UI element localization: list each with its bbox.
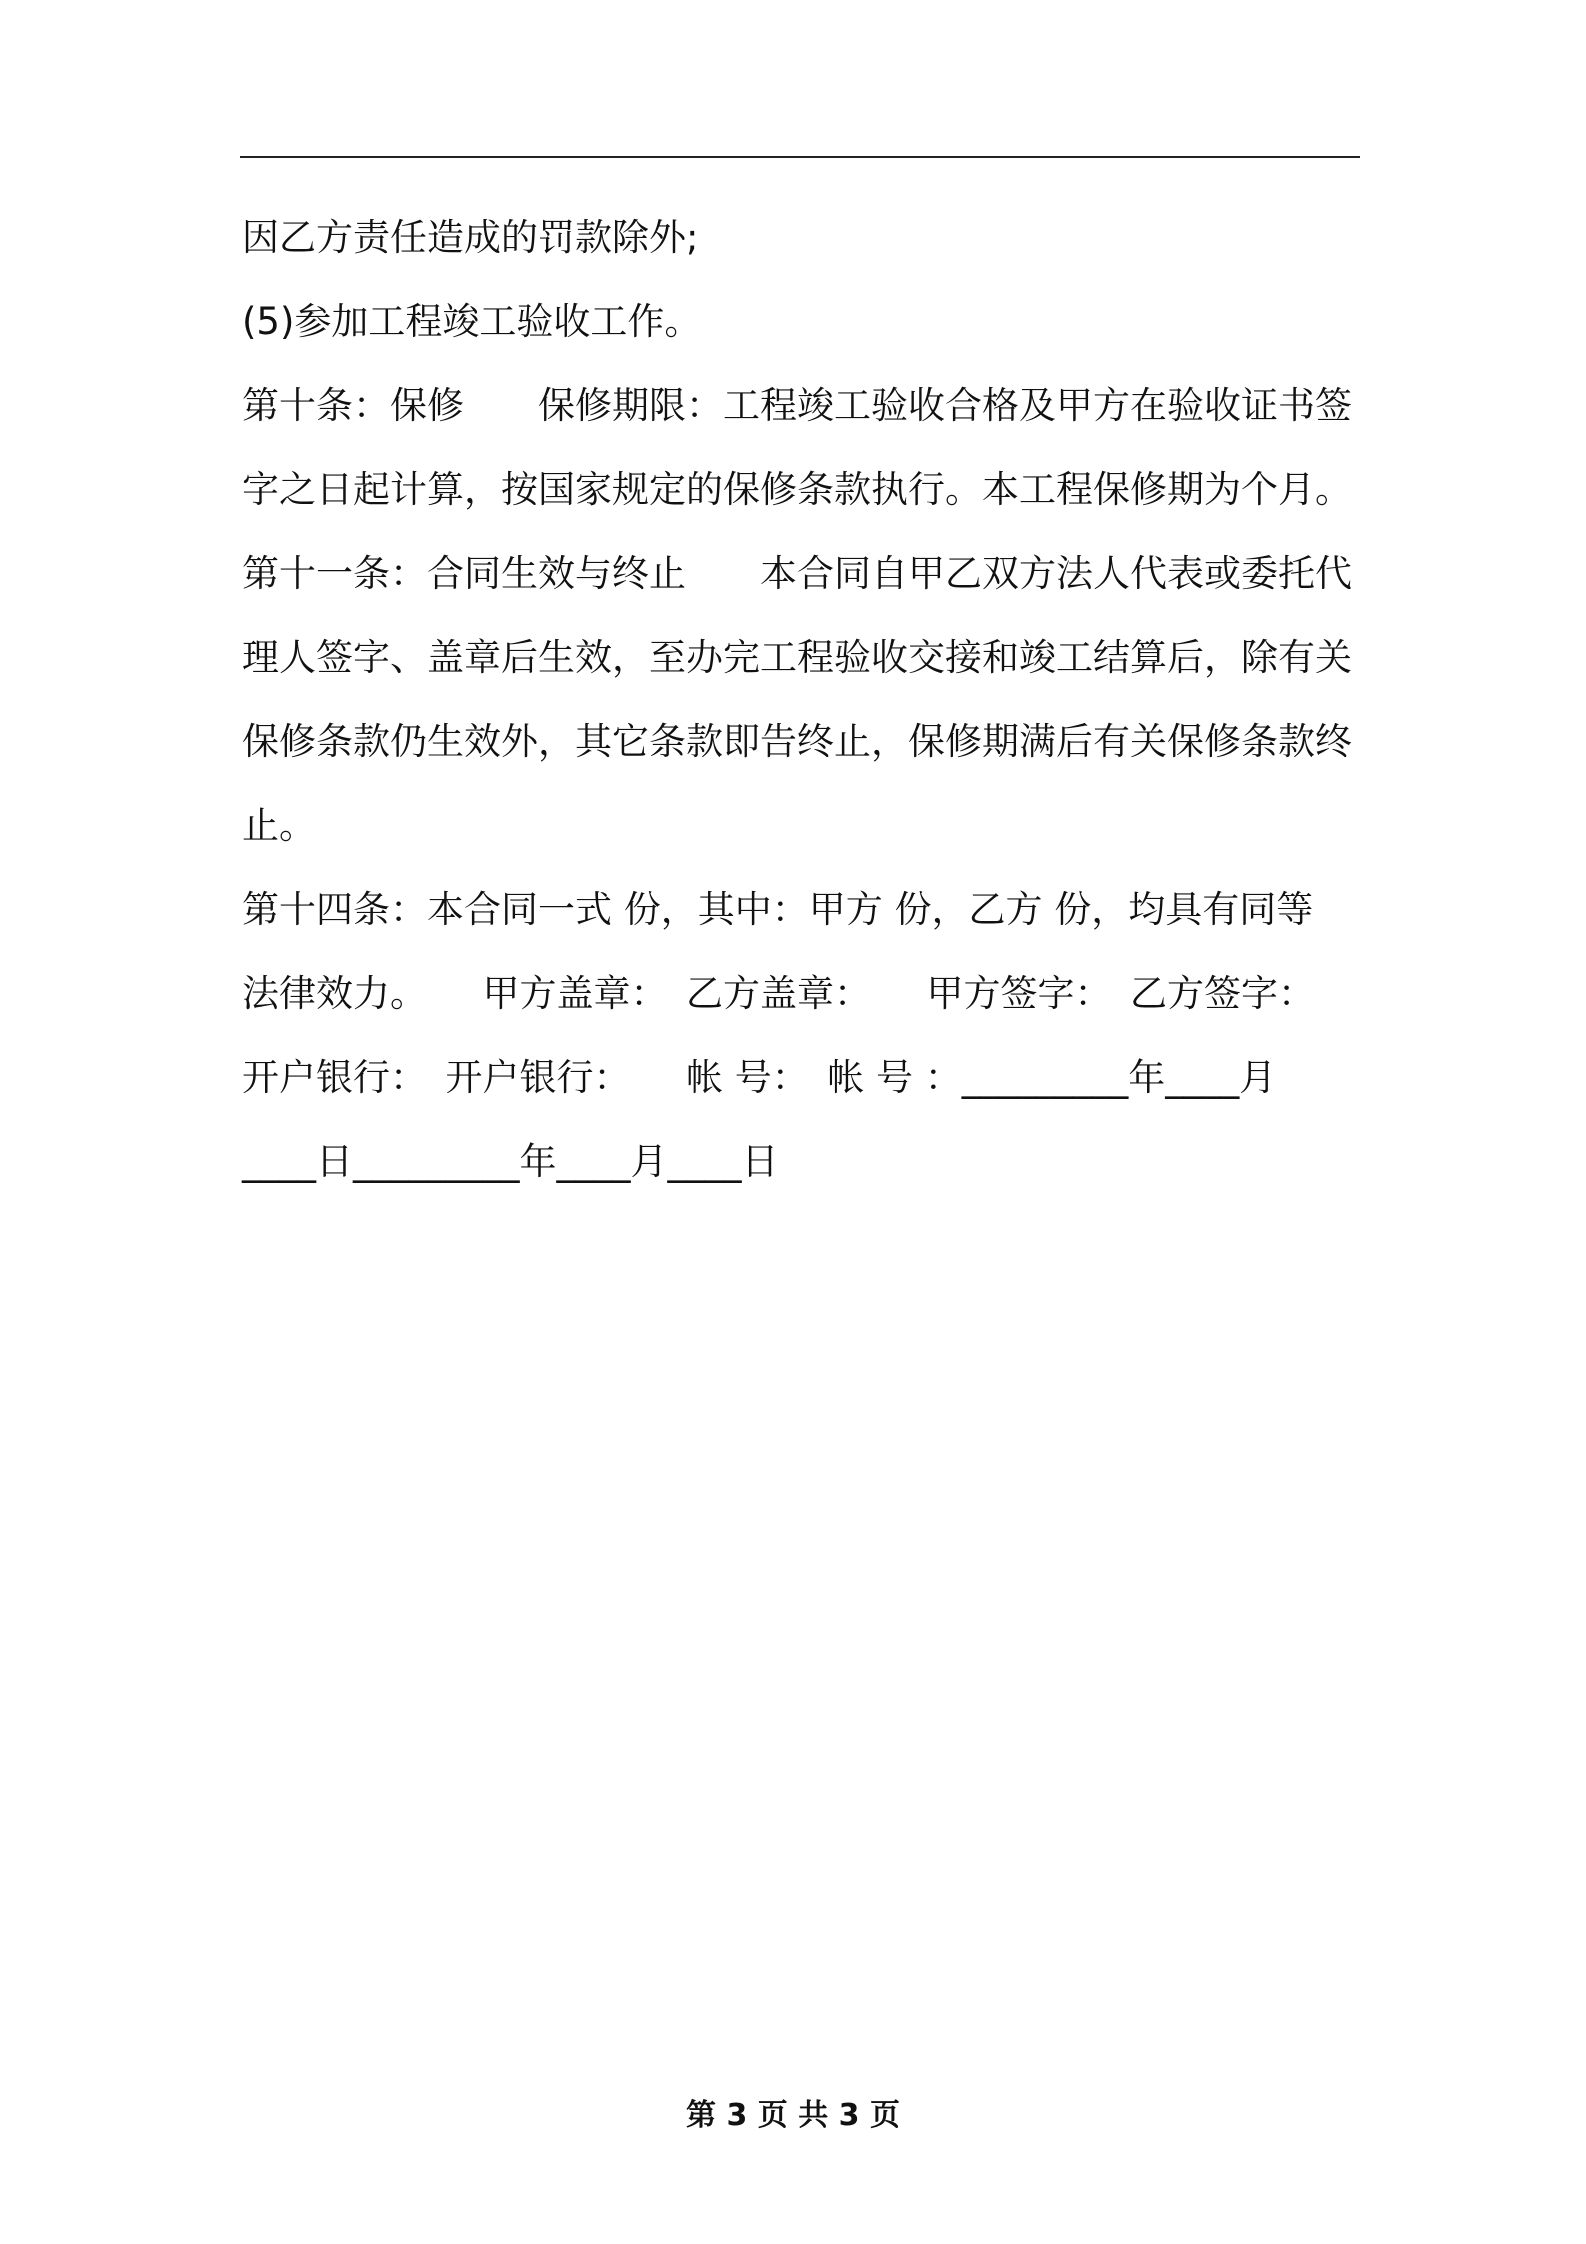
text-line-9: 第十四条：本合同一式 份，其中：甲方 份，乙方 份，均具有同等 <box>242 888 1314 931</box>
text-line-4: 字之日起计算，按国家规定的保修条款执行。本工程保修期为个月。 <box>242 468 1352 511</box>
text-line-12: ____日_________年____月____日 <box>242 1140 779 1183</box>
text-line-6: 理人签字、盖章后生效，至办完工程验收交接和竣工结算后，除有关 <box>242 636 1352 679</box>
document-body <box>242 196 1360 1204</box>
text-line-8: 止。 <box>242 804 316 847</box>
text-line-10: 法律效力。 甲方盖章： 乙方盖章： 甲方签字： 乙方签字： <box>242 972 1315 1015</box>
text-line-5: 第十一条：合同生效与终止 本合同自甲乙双方法人代表或委托代 <box>242 552 1352 595</box>
text-line-1: 因乙方责任造成的罚款除外; <box>242 216 699 259</box>
text-line-7: 保修条款仍生效外，其它条款即告终止，保修期满后有关保修条款终 <box>242 720 1352 763</box>
page-number: 第 3 页 共 3 页 <box>686 2098 900 2133</box>
text-line-11: 开户银行： 开户银行： 帐 号： 帐 号 ：_________年____月 <box>242 1056 1277 1099</box>
text-line-2: (5)参加工程竣工验收工作。 <box>242 300 702 343</box>
text-line-3: 第十条：保修 保修期限：工程竣工验收合格及甲方在验收证书签 <box>242 384 1352 427</box>
header-rule <box>240 156 1360 158</box>
